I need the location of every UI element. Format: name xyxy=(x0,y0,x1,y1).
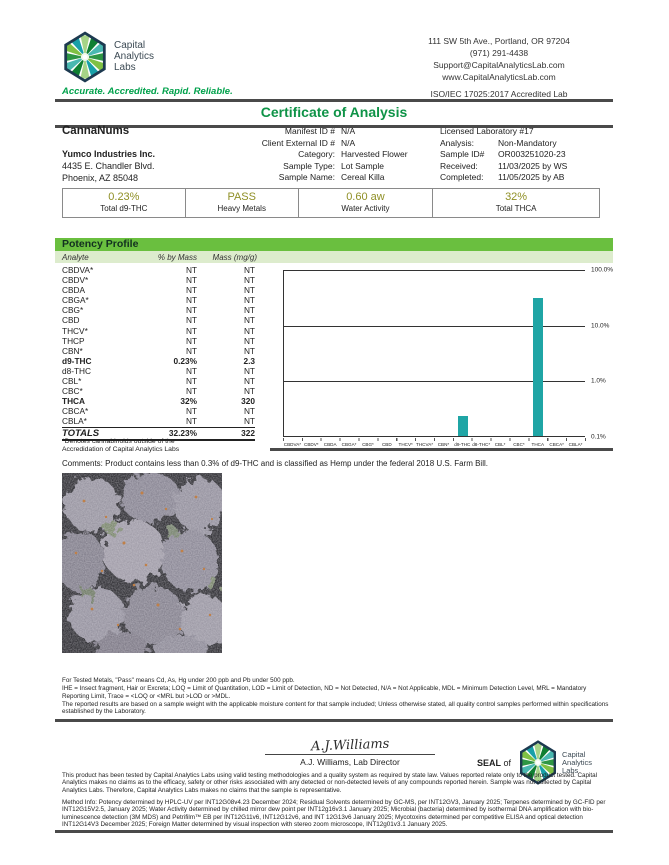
cell-mass: NT xyxy=(243,335,255,346)
x-axis-label: THCA xyxy=(531,442,545,447)
cell-analyte: CBN* xyxy=(62,345,83,356)
bottom-divider xyxy=(55,830,613,833)
table-row xyxy=(62,356,255,366)
field-label: Sample Name: xyxy=(278,172,335,183)
x-axis-label: THCVA* xyxy=(416,442,434,447)
summary-box xyxy=(186,188,299,218)
cell-mass: NT xyxy=(243,265,255,275)
bar-slot xyxy=(566,271,585,436)
page-title: Certificate of Analysis xyxy=(260,104,408,120)
x-axis-label: CBDV* xyxy=(304,442,319,447)
cell-mass: NT xyxy=(243,275,255,286)
y-axis-label: 1.0% xyxy=(591,377,606,385)
cell-analyte: CBGA* xyxy=(62,295,89,306)
cell-pct: NT xyxy=(185,365,197,376)
bar-slot xyxy=(472,271,491,436)
table-row xyxy=(62,285,255,295)
field-label: Received: xyxy=(440,160,478,171)
address-line: www.CapitalAnalyticsLab.com xyxy=(442,72,556,82)
table-row xyxy=(62,295,255,305)
x-axis-label: THCV* xyxy=(398,442,413,447)
table-row xyxy=(62,305,255,315)
cell-analyte: d9-THC xyxy=(62,355,92,366)
bar-slot xyxy=(435,271,454,436)
table-row xyxy=(62,416,255,426)
cell-analyte: THCP xyxy=(62,335,85,346)
table-row xyxy=(62,376,255,386)
cell-analyte: CBDA xyxy=(62,285,86,296)
manifest-fields xyxy=(200,126,408,184)
totals-label: TOTALS xyxy=(62,427,100,439)
client-info xyxy=(62,125,155,184)
table-row xyxy=(62,336,255,346)
summary-value: PASS xyxy=(227,191,256,203)
summary-value: 32% xyxy=(505,191,528,203)
summary-value: 0.23% xyxy=(108,191,140,203)
y-axis-label: 0.1% xyxy=(591,433,606,441)
summary-label: Water Activity xyxy=(341,204,390,213)
x-axis-label: CBG* xyxy=(362,442,374,447)
field-label: Category: xyxy=(298,149,335,160)
cell-mass: NT xyxy=(243,285,255,296)
metals-note: For Tested Metals, "Pass" means Cd, As, Hg under 200 ppb and Pb under 500 ppb. xyxy=(62,677,295,684)
cell-pct: NT xyxy=(185,325,197,336)
client-company: Yumco Industries Inc. xyxy=(62,149,156,159)
cell-pct: NT xyxy=(185,416,197,427)
seal-brand-name: Capital Analytics Labs xyxy=(562,749,593,775)
bar-slot xyxy=(547,271,566,436)
lab-address xyxy=(380,35,618,83)
field-value: OR003251020-23 xyxy=(498,149,566,160)
product-photo xyxy=(62,473,222,653)
cell-analyte: CBL* xyxy=(62,376,82,387)
bar-slot xyxy=(416,271,435,436)
x-axis-label: CBL* xyxy=(494,442,506,447)
potency-table-body xyxy=(62,265,255,427)
field-value: N/A xyxy=(341,126,356,136)
cell-pct: 0.23% xyxy=(173,355,197,366)
info-field xyxy=(440,161,567,173)
field-value: 11/05/2025 by AB xyxy=(498,172,565,183)
cell-analyte: CBD xyxy=(62,315,80,326)
comments-line: Comments: Product contains less than 0.3% of d9-THC and is classified as Hemp under the federal 2018 U.S. Farm Bill. xyxy=(62,459,488,468)
field-label: Completed: xyxy=(440,172,484,183)
footer-divider xyxy=(55,719,613,722)
brand-line: Analytics xyxy=(114,51,155,62)
x-axis-label: CBD xyxy=(381,442,392,447)
y-axis-label: 100.0% xyxy=(591,266,614,274)
chart-bars xyxy=(284,271,585,436)
cell-mass: NT xyxy=(243,416,255,427)
table-row xyxy=(62,366,255,376)
summary-box xyxy=(433,188,600,218)
x-axis-label: CBGA* xyxy=(341,442,357,447)
brand-line: Capital xyxy=(114,40,146,51)
chart-xlabels xyxy=(283,442,585,447)
cell-mass: NT xyxy=(243,295,255,306)
bar-slot xyxy=(510,271,529,436)
cell-pct: NT xyxy=(185,335,197,346)
info-field xyxy=(440,172,567,184)
disclaimer-text: This product has been tested by Capital Analytics Labs using valid testing methodologies and a quality system as required by state law. Values reported relate only to the product tested. Capital Analytics makes no claims as to the efficacy, safety or other risks associated with any detected or non-detected levels of any compounds reported herein. Sample was not collected by Capital Analytics Labs. Therefore, Capital Analytics Labs makes no claims that the sample is representative. xyxy=(62,772,598,794)
bar-slot xyxy=(284,271,303,436)
table-row xyxy=(62,326,255,336)
cell-analyte: THCV* xyxy=(62,325,88,336)
brand-name xyxy=(114,31,154,83)
bar-slot xyxy=(340,271,359,436)
address-line: (971) 291-4438 xyxy=(469,48,529,58)
brand-line: Labs xyxy=(114,62,136,73)
column-header-mass: Mass (mg/g) xyxy=(212,252,257,262)
summary-row xyxy=(62,188,600,218)
summary-box xyxy=(62,188,186,218)
signature-block xyxy=(265,736,435,755)
cell-pct: NT xyxy=(185,345,197,356)
x-axis-label: CBDA xyxy=(323,442,337,447)
capital-analytics-logo-icon xyxy=(62,31,108,83)
cell-analyte: CBLA* xyxy=(62,416,87,427)
field-value: N/A xyxy=(341,137,356,148)
address-line: Support@CapitalAnalyticsLab.com xyxy=(433,60,565,70)
info-field xyxy=(200,172,408,184)
field-value: 11/03/2025 by WS xyxy=(498,160,568,171)
cell-mass: 320 xyxy=(241,396,255,407)
cell-mass: NT xyxy=(243,365,255,376)
client-address-line: Phoenix, AZ 85048 xyxy=(62,173,139,183)
moisture-note: The reported results are based on a sample weight with the applicable moisture content for that sample included; Unless otherwise stated, all quality control samples performed within specifications established by the Laboratory. xyxy=(62,700,609,716)
potency-column-headers xyxy=(55,251,613,263)
cell-analyte: CBDV* xyxy=(62,275,89,286)
bar-slot xyxy=(378,271,397,436)
table-footnote: *Denotes cannabinoids outside of the Accredidation of Capital Analytics Labs xyxy=(62,438,180,453)
bar-THCA xyxy=(533,298,543,436)
field-label: Client External ID # xyxy=(261,137,335,148)
bar-slot xyxy=(359,271,378,436)
column-header-pct: % by Mass xyxy=(157,252,197,262)
accreditation-line: ISO/IEC 17025:2017 Accredited Lab xyxy=(430,89,568,99)
lab-license: Licensed Laboratory #17 xyxy=(440,126,534,136)
y-axis-label: 10.0% xyxy=(591,322,610,330)
info-field xyxy=(440,149,567,161)
seal-label: SEAL of xyxy=(477,757,512,768)
x-axis-label: CBN* xyxy=(437,442,450,447)
table-row xyxy=(62,275,255,285)
cell-pct: NT xyxy=(185,265,197,275)
cell-analyte: THCA xyxy=(62,396,86,407)
x-axis-label: d8-THC* xyxy=(472,442,491,447)
bar-d9-THC xyxy=(458,416,468,436)
field-label: Analysis: xyxy=(440,137,475,148)
cell-mass: NT xyxy=(243,315,255,326)
field-value: Harvested Flower xyxy=(341,149,408,160)
cell-pct: NT xyxy=(185,376,197,387)
summary-label: Total THCA xyxy=(495,204,537,213)
summary-value: 0.60 aw xyxy=(346,191,385,203)
cell-pct: 32% xyxy=(180,396,197,407)
client-name: CannaNums xyxy=(62,125,130,137)
cell-analyte: CBDVA* xyxy=(62,265,94,275)
totals-pct: 32.23% xyxy=(168,427,197,438)
summary-label: Total d9-THC xyxy=(100,204,148,213)
cell-pct: NT xyxy=(185,275,197,286)
potency-section-header: Potency Profile xyxy=(55,238,613,251)
bar-slot xyxy=(397,271,416,436)
table-row xyxy=(62,406,255,416)
cell-pct: NT xyxy=(185,285,197,296)
title-bar xyxy=(55,99,613,128)
potency-chart xyxy=(283,270,585,437)
cell-analyte: CBG* xyxy=(62,305,84,316)
field-value: Lot Sample xyxy=(341,160,384,171)
cell-mass: NT xyxy=(243,305,255,316)
column-header-analyte: Analyte xyxy=(62,252,89,262)
section-divider xyxy=(270,448,613,451)
table-row xyxy=(62,396,255,406)
info-field xyxy=(440,138,567,150)
cell-mass: NT xyxy=(243,376,255,387)
footer-notes xyxy=(62,677,611,716)
cell-pct: NT xyxy=(185,305,197,316)
method-info-text: Method Info: Potency determined by HPLC-UV per INT12G08v4.23 December 2024; Residual Solvents determined by GC-MS, per INT12GV3, January 2025; Terpenes determined by GC-FID per INT12G15V2.5, January 2025; Water Activity determined by chilled mirror dew point per INT12g16v3.1 January 2025; Microbial (bacteria) determined by isothermal DNA amplification with bio-luminescence detection (3M MDS) and Petrifilm™ EB per INT12G11v6, INT12G12v6, and INT 12G13v6 January 2025; Mycotoxins determined per competitive ELISA and optical detection INT12G14V3 December 2025; Foreign Matter determined by visual inspection with stereo zoom microscope, INT12g01v3.1 January 2025. xyxy=(62,799,606,828)
bar-slot xyxy=(529,271,548,436)
field-label: Sample ID# xyxy=(440,149,485,160)
field-value: Cereal Killa xyxy=(341,172,385,183)
x-axis-label: CBCA* xyxy=(549,442,564,447)
cell-pct: NT xyxy=(185,315,197,326)
bar-slot xyxy=(322,271,341,436)
cell-pct: NT xyxy=(185,295,197,306)
summary-label: Heavy Metals xyxy=(217,204,266,213)
cell-pct: NT xyxy=(185,406,197,417)
cell-analyte: CBC* xyxy=(62,386,83,397)
lab-info xyxy=(440,126,567,184)
potency-table xyxy=(62,265,255,441)
table-row xyxy=(62,386,255,396)
bar-slot xyxy=(453,271,472,436)
info-field xyxy=(200,126,408,138)
signature-script: A.J.Williams xyxy=(310,736,390,755)
cell-mass: NT xyxy=(243,345,255,356)
company-logo xyxy=(62,31,154,83)
info-field xyxy=(200,138,408,150)
bar-slot xyxy=(303,271,322,436)
cell-mass: NT xyxy=(243,386,255,397)
abbreviations-note: IHE = Insect fragment, Hair or Excreta; LOQ = Limit of Quantitation, LOD = Limit of Detection, ND = Not Detected, N/A = Not Applicable, MDL = Minimum Detection Level, MRL = Mandatory Reporting Limit, Trace = <LOQ or <MRL but >LOD or >MDL. xyxy=(62,685,587,700)
brand-tagline: Accurate. Accredited. Rapid. Reliable. xyxy=(62,86,233,97)
lab-fields xyxy=(440,138,567,184)
field-label: Sample Type: xyxy=(283,160,335,171)
info-field xyxy=(200,161,408,173)
cell-mass: 2.3 xyxy=(243,355,255,366)
x-axis-label: CBLA* xyxy=(568,442,583,447)
chart-ylabels xyxy=(591,266,629,441)
table-row xyxy=(62,346,255,356)
cell-mass: NT xyxy=(243,406,255,417)
cell-mass: NT xyxy=(243,325,255,336)
info-field xyxy=(200,149,408,161)
x-axis-label: CBDVA* xyxy=(283,442,302,447)
chart-x-ticks xyxy=(283,438,586,441)
table-row xyxy=(62,265,255,275)
x-axis-label: d9-THC xyxy=(454,442,471,447)
address-line: 111 SW 5th Ave., Portland, OR 97204 xyxy=(428,36,570,46)
summary-box xyxy=(299,188,434,218)
cell-pct: NT xyxy=(185,386,197,397)
cell-analyte: CBCA* xyxy=(62,406,89,417)
cell-analyte: d8-THC xyxy=(62,365,92,376)
totals-mass: 322 xyxy=(241,427,255,438)
x-axis-label: CBC* xyxy=(513,442,525,447)
field-label: Manifest ID # xyxy=(284,126,335,136)
client-address-line: 4435 E. Chandler Blvd. xyxy=(62,161,155,171)
bar-slot xyxy=(491,271,510,436)
signatory-name: A.J. Williams, Lab Director xyxy=(300,757,400,767)
table-row xyxy=(62,315,255,325)
field-value: Non-Mandatory xyxy=(498,137,557,148)
